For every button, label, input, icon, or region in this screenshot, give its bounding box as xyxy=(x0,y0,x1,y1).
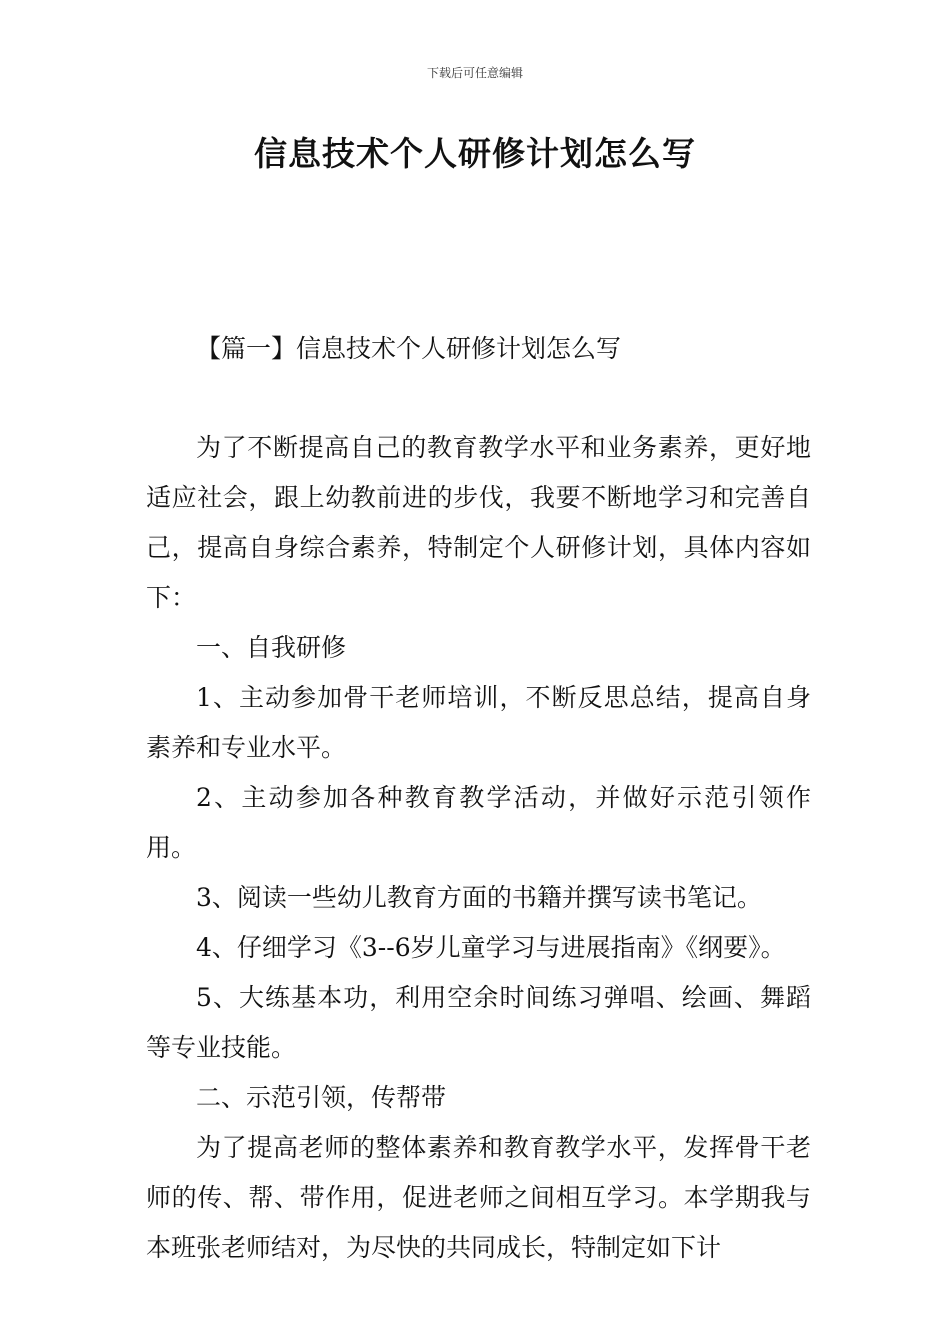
paragraph-item-1: 1、主动参加骨干老师培训，不断反思总结，提高自身素养和专业水平。 xyxy=(146,683,811,762)
paragraph-item-4: 4、仔细学习《3--6岁儿童学习与进展指南》《纲要》。 xyxy=(196,933,786,962)
document-body xyxy=(146,423,811,1273)
paragraph-heading-self-study: 一、自我研修 xyxy=(196,633,347,662)
paragraph-intro: 为了不断提高自己的教育教学水平和业务素养，更好地适应社会，跟上幼教前进的步伐，我要不断地学习和完善自己，提高自身综合素养，特制定个人研修计划，具体内容如下： xyxy=(146,433,811,612)
document-title: 信息技术个人研修计划怎么写 xyxy=(254,134,696,173)
header-note: 下载后可任意编辑 xyxy=(426,66,523,80)
section-heading: 【篇一】信息技术个人研修计划怎么写 xyxy=(196,334,622,363)
paragraph-heading-mentoring: 二、示范引领，传帮带 xyxy=(196,1083,447,1112)
paragraph-item-5: 5、大练基本功，利用空余时间练习弹唱、绘画、舞蹈等专业技能。 xyxy=(146,983,811,1062)
paragraph-mentoring-text: 为了提高老师的整体素养和教育教学水平，发挥骨干老师的传、帮、带作用，促进老师之间相互学习。本学期我与本班张老师结对，为尽快的共同成长，特制定如下计 xyxy=(146,1133,811,1262)
paragraph-item-3: 3、阅读一些幼儿教育方面的书籍并撰写读书笔记。 xyxy=(196,883,762,912)
paragraph-item-2: 2、主动参加各种教育教学活动，并做好示范引领作用。 xyxy=(146,783,811,862)
